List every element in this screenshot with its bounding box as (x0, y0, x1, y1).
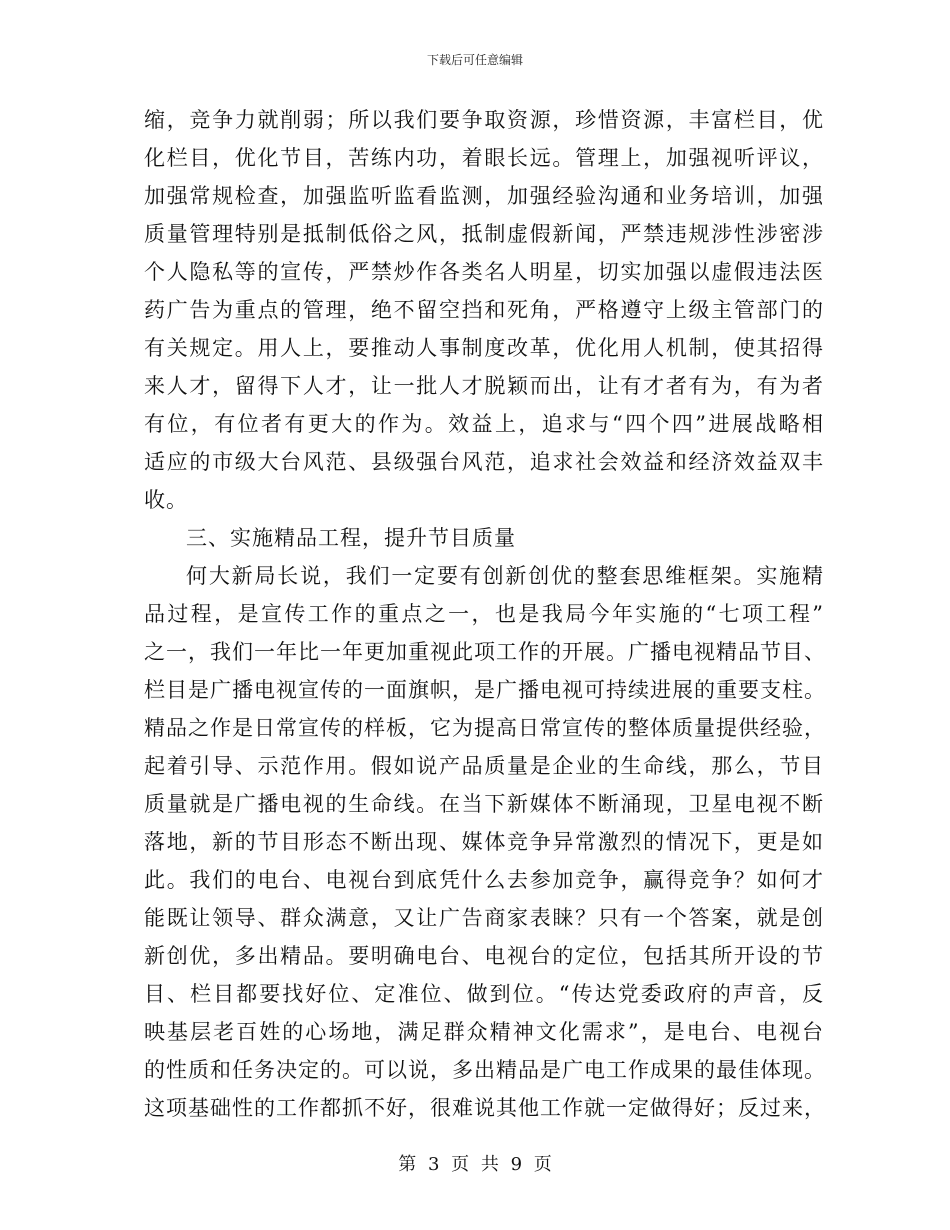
paragraph-line: 的性质和任务决定的。可以说，多出精品是广电工作成果的最佳体现。 (144, 1058, 826, 1082)
paragraph-line: 有位，有位者有更大的作为。效益上，追求与“四个四”进展战略相 (144, 412, 824, 436)
page-header-note: 下载后可任意编辑 (426, 53, 523, 67)
paragraph-line: 映基层老百姓的心场地，满足群众精神文化需求”，是电台、电视台 (144, 1020, 824, 1044)
paragraph-line: 品过程，是宣传工作的重点之一，也是我局今年实施的“七项工程” (144, 602, 824, 626)
section-heading: 三、实施精品工程，提升节目质量 (186, 526, 516, 550)
paragraph-line: 这项基础性的工作都抓不好，很难说其他工作就一定做得好；反过来， (144, 1096, 826, 1120)
paragraph-line: 药广告为重点的管理，绝不留空挡和死角，严格遵守上级主管部门的 (144, 298, 824, 322)
paragraph-line: 加强常规检查，加强监听监看监测，加强经验沟通和业务培训，加强 (144, 184, 824, 208)
paragraph-line: 能既让领导、群众满意，又让广告商家表睐？只有一个答案，就是创 (144, 906, 824, 930)
page-number-footer: 第 3 页 共 9 页 (398, 1154, 552, 1175)
paragraph-line: 来人才，留得下人才，让一批人才脱颖而出，让有才者有为，有为者 (144, 374, 824, 398)
paragraph-line: 何大新局长说，我们一定要有创新创优的整套思维框架。实施精 (186, 564, 824, 588)
paragraph-line: 新创优，多出精品。要明确电台、电视台的定位，包括其所开设的节 (144, 944, 824, 968)
paragraph-line: 之一，我们一年比一年更加重视此项工作的开展。广播电视精品节目、 (144, 640, 826, 664)
paragraph-line: 此。我们的电台、电视台到底凭什么去参加竞争，赢得竞争？如何才 (144, 868, 824, 892)
paragraph-line: 有关规定。用人上，要推动人事制度改革，优化用人机制，使其招得 (144, 336, 824, 360)
paragraph-line: 化栏目，优化节目，苦练内功，着眼长远。管理上，加强视听评议， (144, 146, 824, 170)
paragraph-line: 精品之作是日常宣传的样板，它为提高日常宣传的整体质量提供经验， (144, 716, 826, 740)
paragraph-line: 收。 (144, 488, 188, 512)
paragraph-line: 栏目是广播电视宣传的一面旗帜，是广播电视可持续进展的重要支柱。 (144, 678, 826, 702)
paragraph-line: 缩，竞争力就削弱；所以我们要争取资源，珍惜资源，丰富栏目，优 (144, 108, 824, 132)
paragraph-line: 起着引导、示范作用。假如说产品质量是企业的生命线，那么，节目 (144, 754, 824, 778)
paragraph-line: 目、栏目都要找好位、定准位、做到位。“传达党委政府的声音，反 (144, 982, 824, 1006)
paragraph-line: 落地，新的节目形态不断出现、媒体竞争异常激烈的情况下，更是如 (144, 830, 824, 854)
paragraph-line: 质量管理特别是抵制低俗之风，抵制虚假新闻，严禁违规涉性涉密涉 (144, 222, 824, 246)
paragraph-line: 个人隐私等的宣传，严禁炒作各类名人明星，切实加强以虚假违法医 (144, 260, 824, 284)
paragraph-line: 适应的市级大台风范、县级强台风范，追求社会效益和经济效益双丰 (144, 450, 824, 474)
document-body (144, 101, 824, 1127)
paragraph-line: 质量就是广播电视的生命线。在当下新媒体不断涌现，卫星电视不断 (144, 792, 824, 816)
